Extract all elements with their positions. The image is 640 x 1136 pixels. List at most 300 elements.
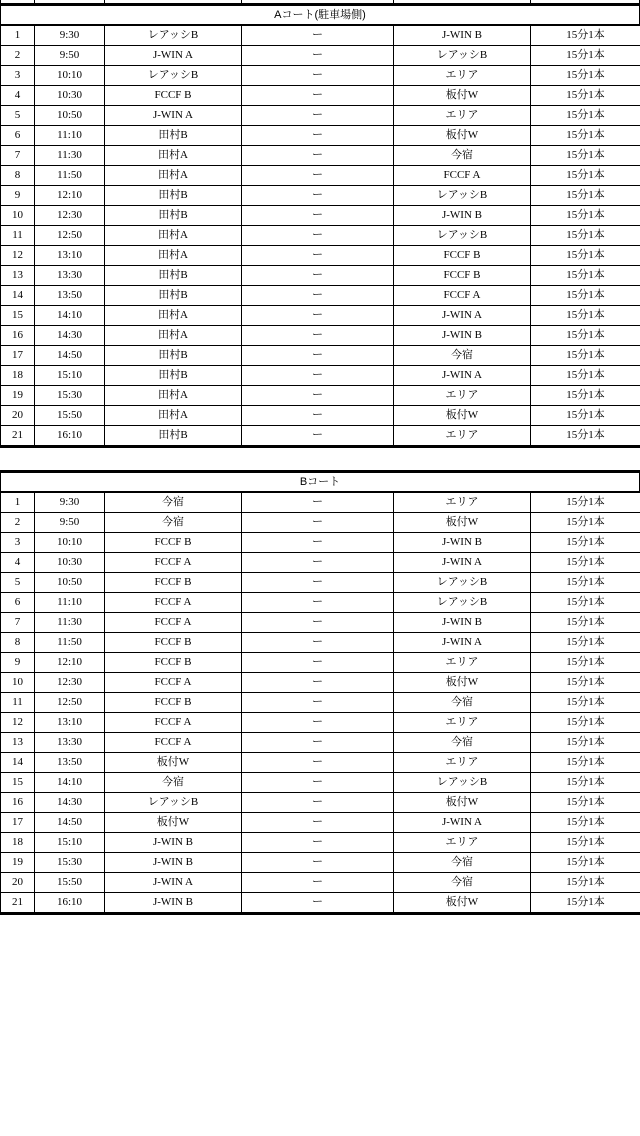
match-number-cell: 4	[1, 553, 35, 573]
table-row	[1, 166, 640, 186]
match-number-cell: 13	[1, 266, 35, 286]
versus-cell: ー	[242, 66, 394, 86]
table-row	[1, 533, 640, 553]
start-time-cell: 14:50	[35, 346, 105, 366]
versus-cell: ー	[242, 266, 394, 286]
home-team-cell: 田村A	[105, 246, 242, 266]
home-team-cell: 田村A	[105, 386, 242, 406]
match-format-cell: 15分1本	[531, 426, 640, 447]
start-time-cell: 9:30	[35, 493, 105, 513]
versus-cell: ー	[242, 813, 394, 833]
home-team-cell: 田村B	[105, 266, 242, 286]
start-time-cell: 15:50	[35, 873, 105, 893]
match-number-cell: 3	[1, 66, 35, 86]
match-number-cell: 18	[1, 366, 35, 386]
match-format-cell: 15分1本	[531, 26, 640, 46]
match-format-cell: 15分1本	[531, 693, 640, 713]
match-number-cell: 3	[1, 533, 35, 553]
away-team-cell: J-WIN A	[394, 553, 531, 573]
table-row	[1, 426, 640, 447]
match-number-cell: 12	[1, 246, 35, 266]
match-format-cell: 15分1本	[531, 793, 640, 813]
start-time-cell: 11:50	[35, 166, 105, 186]
away-team-cell: J-WIN A	[394, 306, 531, 326]
match-number-cell: 9	[1, 186, 35, 206]
match-number-cell: 14	[1, 286, 35, 306]
away-team-cell: 今宿	[394, 146, 531, 166]
start-time-cell: 14:50	[35, 813, 105, 833]
home-team-cell: 田村A	[105, 166, 242, 186]
start-time-cell: 10:10	[35, 533, 105, 553]
versus-cell: ー	[242, 773, 394, 793]
versus-cell: ー	[242, 513, 394, 533]
start-time-cell: 9:50	[35, 513, 105, 533]
start-time-cell: 14:30	[35, 793, 105, 813]
match-number-cell: 14	[1, 753, 35, 773]
match-number-cell: 6	[1, 593, 35, 613]
versus-cell: ー	[242, 693, 394, 713]
court-a-rows	[1, 26, 640, 447]
match-number-cell: 21	[1, 426, 35, 447]
table-row	[1, 326, 640, 346]
match-format-cell: 15分1本	[531, 286, 640, 306]
match-format-cell: 15分1本	[531, 266, 640, 286]
away-team-cell: FCCF A	[394, 286, 531, 306]
table-row	[1, 106, 640, 126]
match-number-cell: 9	[1, 653, 35, 673]
away-team-cell: J-WIN B	[394, 326, 531, 346]
home-team-cell: 田村B	[105, 366, 242, 386]
away-team-cell: レアッシB	[394, 593, 531, 613]
table-row	[1, 306, 640, 326]
table-row	[1, 146, 640, 166]
match-format-cell: 15分1本	[531, 673, 640, 693]
home-team-cell: J-WIN B	[105, 893, 242, 914]
match-number-cell: 19	[1, 853, 35, 873]
home-team-cell: J-WIN A	[105, 873, 242, 893]
home-team-cell: レアッシB	[105, 793, 242, 813]
start-time-cell: 11:10	[35, 593, 105, 613]
away-team-cell: レアッシB	[394, 573, 531, 593]
match-number-cell: 18	[1, 833, 35, 853]
start-time-cell: 12:10	[35, 186, 105, 206]
start-time-cell: 12:50	[35, 693, 105, 713]
court-b-schedule-table	[0, 492, 640, 915]
versus-cell: ー	[242, 226, 394, 246]
versus-cell: ー	[242, 126, 394, 146]
match-format-cell: 15分1本	[531, 813, 640, 833]
home-team-cell: 田村A	[105, 146, 242, 166]
table-row	[1, 226, 640, 246]
match-format-cell: 15分1本	[531, 513, 640, 533]
start-time-cell: 15:50	[35, 406, 105, 426]
match-format-cell: 15分1本	[531, 833, 640, 853]
match-format-cell: 15分1本	[531, 533, 640, 553]
away-team-cell: J-WIN A	[394, 366, 531, 386]
match-format-cell: 15分1本	[531, 573, 640, 593]
table-row	[1, 593, 640, 613]
match-format-cell: 15分1本	[531, 366, 640, 386]
home-team-cell: 田村A	[105, 226, 242, 246]
away-team-cell: エリア	[394, 493, 531, 513]
versus-cell: ー	[242, 46, 394, 66]
match-format-cell: 15分1本	[531, 346, 640, 366]
match-format-cell: 15分1本	[531, 613, 640, 633]
court-b-title: Bコート	[0, 473, 640, 492]
table-row	[1, 753, 640, 773]
away-team-cell: J-WIN B	[394, 613, 531, 633]
away-team-cell: J-WIN B	[394, 26, 531, 46]
versus-cell: ー	[242, 406, 394, 426]
match-format-cell: 15分1本	[531, 66, 640, 86]
match-format-cell: 15分1本	[531, 106, 640, 126]
table-row	[1, 693, 640, 713]
away-team-cell: 板付W	[394, 513, 531, 533]
away-team-cell: FCCF B	[394, 246, 531, 266]
match-number-cell: 1	[1, 26, 35, 46]
start-time-cell: 15:10	[35, 833, 105, 853]
match-format-cell: 15分1本	[531, 86, 640, 106]
match-format-cell: 15分1本	[531, 306, 640, 326]
match-format-cell: 15分1本	[531, 773, 640, 793]
versus-cell: ー	[242, 573, 394, 593]
match-format-cell: 15分1本	[531, 733, 640, 753]
versus-cell: ー	[242, 186, 394, 206]
away-team-cell: J-WIN B	[394, 533, 531, 553]
start-time-cell: 9:30	[35, 26, 105, 46]
away-team-cell: エリア	[394, 106, 531, 126]
home-team-cell: FCCF A	[105, 733, 242, 753]
versus-cell: ー	[242, 493, 394, 513]
start-time-cell: 14:10	[35, 773, 105, 793]
away-team-cell: FCCF A	[394, 166, 531, 186]
match-number-cell: 20	[1, 406, 35, 426]
versus-cell: ー	[242, 633, 394, 653]
start-time-cell: 15:30	[35, 386, 105, 406]
versus-cell: ー	[242, 853, 394, 873]
versus-cell: ー	[242, 346, 394, 366]
away-team-cell: FCCF B	[394, 266, 531, 286]
home-team-cell: 田村B	[105, 126, 242, 146]
match-format-cell: 15分1本	[531, 753, 640, 773]
start-time-cell: 15:10	[35, 366, 105, 386]
match-number-cell: 16	[1, 326, 35, 346]
match-format-cell: 15分1本	[531, 873, 640, 893]
away-team-cell: エリア	[394, 386, 531, 406]
home-team-cell: 田村A	[105, 326, 242, 346]
versus-cell: ー	[242, 146, 394, 166]
match-number-cell: 8	[1, 166, 35, 186]
table-row	[1, 286, 640, 306]
away-team-cell: J-WIN A	[394, 633, 531, 653]
match-number-cell: 15	[1, 773, 35, 793]
home-team-cell: レアッシB	[105, 66, 242, 86]
home-team-cell: FCCF B	[105, 573, 242, 593]
match-number-cell: 1	[1, 493, 35, 513]
home-team-cell: 今宿	[105, 513, 242, 533]
match-number-cell: 21	[1, 893, 35, 914]
home-team-cell: 田村B	[105, 286, 242, 306]
home-team-cell: J-WIN A	[105, 46, 242, 66]
match-number-cell: 2	[1, 513, 35, 533]
away-team-cell: 今宿	[394, 853, 531, 873]
away-team-cell: エリア	[394, 833, 531, 853]
start-time-cell: 13:10	[35, 246, 105, 266]
versus-cell: ー	[242, 873, 394, 893]
table-row	[1, 46, 640, 66]
versus-cell: ー	[242, 166, 394, 186]
table-row	[1, 813, 640, 833]
table-row	[1, 613, 640, 633]
match-format-cell: 15分1本	[531, 146, 640, 166]
away-team-cell: J-WIN B	[394, 206, 531, 226]
match-number-cell: 20	[1, 873, 35, 893]
away-team-cell: エリア	[394, 426, 531, 447]
table-row	[1, 853, 640, 873]
away-team-cell: エリア	[394, 66, 531, 86]
match-format-cell: 15分1本	[531, 206, 640, 226]
match-format-cell: 15分1本	[531, 46, 640, 66]
match-format-cell: 15分1本	[531, 853, 640, 873]
table-row	[1, 573, 640, 593]
start-time-cell: 11:30	[35, 146, 105, 166]
table-row	[1, 793, 640, 813]
table-row	[1, 553, 640, 573]
versus-cell: ー	[242, 653, 394, 673]
start-time-cell: 9:50	[35, 46, 105, 66]
table-row	[1, 713, 640, 733]
match-format-cell: 15分1本	[531, 633, 640, 653]
court-a-schedule-table	[0, 25, 640, 448]
court-a-section	[0, 0, 640, 448]
table-row	[1, 366, 640, 386]
start-time-cell: 12:50	[35, 226, 105, 246]
match-format-cell: 15分1本	[531, 326, 640, 346]
home-team-cell: FCCF A	[105, 613, 242, 633]
table-row	[1, 206, 640, 226]
home-team-cell: FCCF B	[105, 533, 242, 553]
home-team-cell: FCCF B	[105, 693, 242, 713]
home-team-cell: 板付W	[105, 813, 242, 833]
away-team-cell: レアッシB	[394, 46, 531, 66]
match-format-cell: 15分1本	[531, 553, 640, 573]
versus-cell: ー	[242, 793, 394, 813]
home-team-cell: FCCF B	[105, 633, 242, 653]
home-team-cell: FCCF B	[105, 653, 242, 673]
court-b-section	[0, 470, 640, 915]
versus-cell: ー	[242, 306, 394, 326]
away-team-cell: 板付W	[394, 793, 531, 813]
match-number-cell: 12	[1, 713, 35, 733]
match-number-cell: 10	[1, 673, 35, 693]
match-number-cell: 17	[1, 346, 35, 366]
versus-cell: ー	[242, 733, 394, 753]
home-team-cell: FCCF A	[105, 673, 242, 693]
home-team-cell: 今宿	[105, 493, 242, 513]
versus-cell: ー	[242, 833, 394, 853]
versus-cell: ー	[242, 26, 394, 46]
home-team-cell: 田村B	[105, 346, 242, 366]
table-row	[1, 126, 640, 146]
away-team-cell: レアッシB	[394, 186, 531, 206]
start-time-cell: 13:30	[35, 266, 105, 286]
versus-cell: ー	[242, 386, 394, 406]
match-format-cell: 15分1本	[531, 186, 640, 206]
home-team-cell: J-WIN B	[105, 833, 242, 853]
match-number-cell: 5	[1, 573, 35, 593]
away-team-cell: エリア	[394, 713, 531, 733]
table-row	[1, 833, 640, 853]
versus-cell: ー	[242, 893, 394, 914]
match-number-cell: 7	[1, 613, 35, 633]
versus-cell: ー	[242, 533, 394, 553]
start-time-cell: 13:10	[35, 713, 105, 733]
away-team-cell: 板付W	[394, 893, 531, 914]
versus-cell: ー	[242, 86, 394, 106]
versus-cell: ー	[242, 286, 394, 306]
start-time-cell: 13:50	[35, 286, 105, 306]
start-time-cell: 16:10	[35, 426, 105, 447]
home-team-cell: FCCF B	[105, 86, 242, 106]
home-team-cell: J-WIN B	[105, 853, 242, 873]
table-row	[1, 653, 640, 673]
away-team-cell: 板付W	[394, 86, 531, 106]
start-time-cell: 12:10	[35, 653, 105, 673]
match-format-cell: 15分1本	[531, 593, 640, 613]
versus-cell: ー	[242, 553, 394, 573]
away-team-cell: 今宿	[394, 873, 531, 893]
table-row	[1, 66, 640, 86]
versus-cell: ー	[242, 246, 394, 266]
match-format-cell: 15分1本	[531, 653, 640, 673]
start-time-cell: 16:10	[35, 893, 105, 914]
match-number-cell: 5	[1, 106, 35, 126]
match-number-cell: 15	[1, 306, 35, 326]
match-format-cell: 15分1本	[531, 246, 640, 266]
start-time-cell: 14:30	[35, 326, 105, 346]
home-team-cell: FCCF A	[105, 713, 242, 733]
match-number-cell: 11	[1, 226, 35, 246]
home-team-cell: FCCF A	[105, 553, 242, 573]
away-team-cell: 板付W	[394, 126, 531, 146]
table-row	[1, 893, 640, 914]
table-row	[1, 26, 640, 46]
home-team-cell: FCCF A	[105, 593, 242, 613]
versus-cell: ー	[242, 366, 394, 386]
match-format-cell: 15分1本	[531, 493, 640, 513]
table-row	[1, 773, 640, 793]
match-number-cell: 13	[1, 733, 35, 753]
versus-cell: ー	[242, 106, 394, 126]
home-team-cell: レアッシB	[105, 26, 242, 46]
start-time-cell: 11:30	[35, 613, 105, 633]
start-time-cell: 11:10	[35, 126, 105, 146]
match-format-cell: 15分1本	[531, 126, 640, 146]
away-team-cell: レアッシB	[394, 773, 531, 793]
start-time-cell: 10:50	[35, 573, 105, 593]
versus-cell: ー	[242, 613, 394, 633]
home-team-cell: 田村B	[105, 426, 242, 447]
away-team-cell: エリア	[394, 653, 531, 673]
table-row	[1, 266, 640, 286]
table-row	[1, 513, 640, 533]
start-time-cell: 10:50	[35, 106, 105, 126]
match-number-cell: 4	[1, 86, 35, 106]
versus-cell: ー	[242, 753, 394, 773]
versus-cell: ー	[242, 206, 394, 226]
start-time-cell: 13:30	[35, 733, 105, 753]
top-row-fragment	[0, 0, 640, 3]
home-team-cell: 田村A	[105, 306, 242, 326]
court-a-title: Aコート(駐車場側)	[0, 6, 640, 25]
versus-cell: ー	[242, 426, 394, 447]
away-team-cell: 今宿	[394, 693, 531, 713]
match-number-cell: 7	[1, 146, 35, 166]
table-row	[1, 673, 640, 693]
table-row	[1, 386, 640, 406]
match-number-cell: 19	[1, 386, 35, 406]
home-team-cell: 田村B	[105, 186, 242, 206]
start-time-cell: 10:30	[35, 86, 105, 106]
away-team-cell: 今宿	[394, 733, 531, 753]
table-row	[1, 86, 640, 106]
table-row	[1, 406, 640, 426]
match-format-cell: 15分1本	[531, 406, 640, 426]
table-row	[1, 733, 640, 753]
match-number-cell: 10	[1, 206, 35, 226]
match-number-cell: 6	[1, 126, 35, 146]
start-time-cell: 10:30	[35, 553, 105, 573]
table-row	[1, 186, 640, 206]
match-format-cell: 15分1本	[531, 166, 640, 186]
start-time-cell: 12:30	[35, 673, 105, 693]
match-number-cell: 17	[1, 813, 35, 833]
match-format-cell: 15分1本	[531, 893, 640, 914]
match-format-cell: 15分1本	[531, 226, 640, 246]
versus-cell: ー	[242, 326, 394, 346]
table-row	[1, 346, 640, 366]
start-time-cell: 10:10	[35, 66, 105, 86]
match-format-cell: 15分1本	[531, 713, 640, 733]
start-time-cell: 13:50	[35, 753, 105, 773]
court-b-rows	[1, 493, 640, 914]
start-time-cell: 15:30	[35, 853, 105, 873]
versus-cell: ー	[242, 593, 394, 613]
table-row	[1, 633, 640, 653]
versus-cell: ー	[242, 713, 394, 733]
match-number-cell: 2	[1, 46, 35, 66]
table-row	[1, 873, 640, 893]
away-team-cell: J-WIN A	[394, 813, 531, 833]
versus-cell: ー	[242, 673, 394, 693]
home-team-cell: 今宿	[105, 773, 242, 793]
away-team-cell: 今宿	[394, 346, 531, 366]
start-time-cell: 14:10	[35, 306, 105, 326]
away-team-cell: エリア	[394, 753, 531, 773]
away-team-cell: レアッシB	[394, 226, 531, 246]
start-time-cell: 11:50	[35, 633, 105, 653]
home-team-cell: J-WIN A	[105, 106, 242, 126]
match-number-cell: 11	[1, 693, 35, 713]
table-row	[1, 246, 640, 266]
start-time-cell: 12:30	[35, 206, 105, 226]
home-team-cell: 田村A	[105, 406, 242, 426]
home-team-cell: 田村B	[105, 206, 242, 226]
table-row	[1, 493, 640, 513]
match-number-cell: 8	[1, 633, 35, 653]
away-team-cell: 板付W	[394, 406, 531, 426]
home-team-cell: 板付W	[105, 753, 242, 773]
